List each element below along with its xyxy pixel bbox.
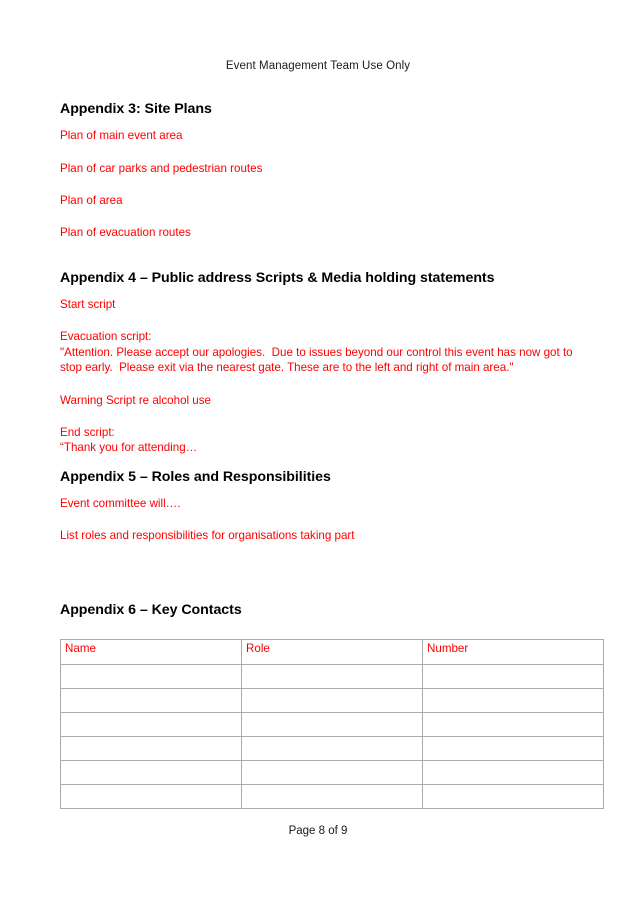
spacer: [60, 176, 576, 193]
table-cell-number[interactable]: [423, 784, 604, 808]
spacer: [60, 312, 576, 329]
start-script-label: Start script: [60, 297, 116, 311]
table-cell-role[interactable]: [242, 688, 423, 712]
warning-script-label: Warning Script re alcohol use: [60, 393, 212, 407]
table-row[interactable]: [61, 760, 604, 784]
document-body: [60, 100, 576, 809]
spacer: [60, 208, 576, 225]
table-cell-name[interactable]: [61, 712, 242, 736]
table-cell-name[interactable]: [61, 664, 242, 688]
spacer: [60, 408, 576, 425]
table-cell-number[interactable]: [423, 712, 604, 736]
table-header-name: Name: [61, 639, 242, 664]
heading-appendix-4: Appendix 4 – Public address Scripts & Media holding statements: [60, 269, 495, 286]
table-header-number: Number: [423, 639, 604, 664]
table-header-role: Role: [242, 639, 423, 664]
evacuation-script-body: "Attention. Please accept our apologies. Due to issues beyond our control this event has now got to stop early. Please exit via the nearest gate. These are to the left and right of main area.": [60, 345, 576, 375]
table-cell-role[interactable]: [242, 664, 423, 688]
table-cell-name[interactable]: [61, 688, 242, 712]
spacer: [60, 456, 576, 468]
spacer: [60, 511, 576, 528]
spacer: [60, 376, 576, 393]
table-cell-name[interactable]: [61, 760, 242, 784]
table-cell-name[interactable]: [61, 784, 242, 808]
table-row[interactable]: [61, 712, 604, 736]
table-cell-role[interactable]: [242, 712, 423, 736]
appendix-3-line-3: Plan of area: [60, 193, 123, 207]
appendix-3-line-1: Plan of main event area: [60, 129, 183, 143]
heading-appendix-6: Appendix 6 – Key Contacts: [60, 601, 242, 618]
appendix-5-line-2: List roles and responsibilities for organisations taking part: [60, 529, 355, 543]
spacer: [60, 288, 576, 297]
end-script-body: “Thank you for attending…: [60, 441, 198, 455]
table-cell-name[interactable]: [61, 736, 242, 760]
spacer: [60, 487, 576, 496]
spacer: [60, 241, 576, 269]
table-cell-number[interactable]: [423, 688, 604, 712]
appendix-3-line-4: Plan of evacuation routes: [60, 226, 191, 240]
table-row[interactable]: [61, 688, 604, 712]
table-row[interactable]: [61, 736, 604, 760]
key-contacts-table: [60, 639, 604, 809]
table-cell-number[interactable]: [423, 760, 604, 784]
page-header: Event Management Team Use Only: [225, 60, 411, 72]
spacer: [60, 620, 576, 639]
end-script-label: End script:: [60, 426, 115, 439]
table-cell-role[interactable]: [242, 736, 423, 760]
table-row[interactable]: [61, 784, 604, 808]
appendix-5-line-1: Event committee will….: [60, 496, 181, 510]
appendix-3-line-2: Plan of car parks and pedestrian routes: [60, 161, 263, 175]
spacer: [60, 119, 576, 128]
spacer: [60, 144, 576, 161]
table-cell-number[interactable]: [423, 736, 604, 760]
table-header-row: [61, 639, 604, 664]
table-cell-role[interactable]: [242, 784, 423, 808]
evacuation-script-label: Evacuation script:: [60, 330, 152, 344]
heading-appendix-5: Appendix 5 – Roles and Responsibilities: [60, 468, 331, 485]
spacer: [60, 544, 576, 601]
table-cell-role[interactable]: [242, 760, 423, 784]
table-row[interactable]: [61, 664, 604, 688]
page-footer: Page 8 of 9: [288, 825, 348, 837]
heading-appendix-3: Appendix 3: Site Plans: [60, 101, 212, 117]
table-cell-number[interactable]: [423, 664, 604, 688]
